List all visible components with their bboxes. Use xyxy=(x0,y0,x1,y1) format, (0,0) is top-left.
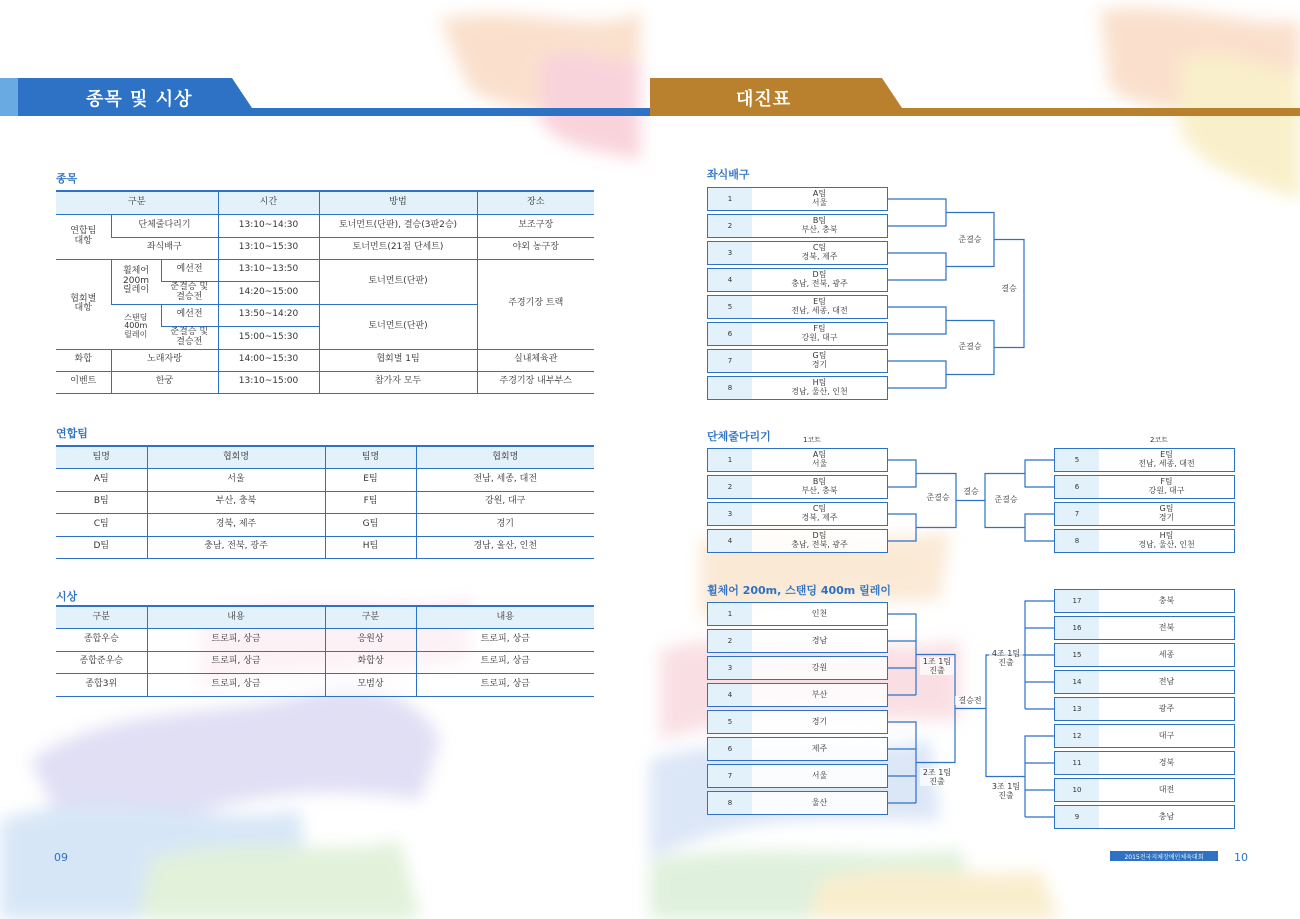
awards-header-row xyxy=(56,606,594,628)
entry-label xyxy=(1099,752,1234,774)
bracket-entry xyxy=(707,502,888,526)
entry-number: 1 xyxy=(708,449,752,471)
entry-number: 4 xyxy=(708,530,752,552)
method-cell: 참가자 모두 xyxy=(319,371,477,393)
bracket-entry xyxy=(707,737,888,761)
entry-team: 서울 xyxy=(811,770,828,780)
entry-number: 7 xyxy=(708,765,752,787)
table-cell: 경북, 제주 xyxy=(147,513,325,536)
table-row xyxy=(56,237,594,259)
connector-line xyxy=(1025,460,1054,487)
entry-region: 경기 xyxy=(1158,513,1175,522)
entry-number: 6 xyxy=(708,323,752,345)
place-cell: 주경기장 내부부스 xyxy=(477,371,594,393)
round-cell: 예선전 xyxy=(161,259,218,281)
bracket-entry xyxy=(707,529,888,553)
col-header: 협회명 xyxy=(416,446,594,468)
table-cell: 트로피, 상금 xyxy=(416,651,594,673)
table-row xyxy=(56,491,594,513)
bracket-entry xyxy=(1054,724,1235,748)
bracket-entry xyxy=(707,683,888,707)
entry-label xyxy=(752,476,887,498)
bracket-entry xyxy=(707,241,888,265)
entry-team: A팀 xyxy=(812,189,827,199)
entry-number: 10 xyxy=(1055,779,1099,801)
entry-team: A팀 xyxy=(812,450,827,460)
bracket-entry xyxy=(707,791,888,815)
table-cell: H팀 xyxy=(325,536,416,558)
bracket-entry xyxy=(707,602,888,626)
entry-label xyxy=(1099,779,1234,801)
col-header: 팀명 xyxy=(56,446,147,468)
bracket-entry xyxy=(707,268,888,292)
table-row xyxy=(56,536,594,558)
col-header: 내용 xyxy=(147,606,325,628)
table-cell: 경남, 울산, 인천 xyxy=(416,536,594,558)
entry-label xyxy=(752,188,887,210)
table-cell: G팀 xyxy=(325,513,416,536)
table-cell: F팀 xyxy=(325,491,416,513)
entry-number: 15 xyxy=(1055,644,1099,666)
entry-region: 경기 xyxy=(811,360,828,369)
bracket-entry xyxy=(1054,529,1235,553)
entry-label xyxy=(752,296,887,318)
table-row xyxy=(56,628,594,651)
group-cell: 화합 xyxy=(56,349,111,371)
tug-title: 단체줄다리기 xyxy=(707,430,771,443)
table-row xyxy=(56,259,594,281)
bracket-entry xyxy=(707,475,888,499)
table-cell: 응원상 xyxy=(325,628,416,651)
entry-number: 4 xyxy=(708,684,752,706)
entry-label xyxy=(752,449,887,471)
entry-region: 충남, 전북, 광주 xyxy=(791,540,848,549)
bracket-lines xyxy=(888,199,1054,817)
entry-label xyxy=(752,350,887,372)
entry-region: 강원, 대구 xyxy=(1148,486,1185,495)
method-cell: 토너먼트(단판) xyxy=(319,304,477,349)
col-header: 구분 xyxy=(56,191,218,214)
entry-team: 광주 xyxy=(1158,703,1175,713)
teams-title: 연합팀 xyxy=(56,427,88,440)
right-banner-title: 대진표 xyxy=(736,89,792,110)
event-cell: 단체줄다리기 xyxy=(111,214,218,237)
round-cell: 준결승 및 결승전 xyxy=(161,281,218,304)
footer-event-label: 2015전국지체장애인체육대회 xyxy=(1110,851,1218,861)
entry-label xyxy=(752,503,887,525)
entry-label xyxy=(752,711,887,733)
bracket-entry xyxy=(1054,448,1235,472)
entry-label xyxy=(1099,725,1234,747)
entry-team: 전남 xyxy=(1158,676,1175,686)
table-cell: D팀 xyxy=(56,536,147,558)
entry-region: 강원, 대구 xyxy=(801,333,838,342)
bracket-entry xyxy=(1054,616,1235,640)
time-cell: 13:10~15:00 xyxy=(218,371,319,393)
round-cell: 예선전 xyxy=(161,304,218,326)
entry-number: 1 xyxy=(708,188,752,210)
left-banner-title: 종목 및 시상 xyxy=(86,89,193,110)
teams-table xyxy=(56,445,594,559)
entry-number: 3 xyxy=(708,242,752,264)
entry-team: 제주 xyxy=(811,743,828,753)
entry-team: D팀 xyxy=(812,531,827,541)
connector-line xyxy=(986,655,1025,777)
bracket-entry xyxy=(1054,502,1235,526)
events-header-row xyxy=(56,191,594,214)
group-cell: 협회별 대항 xyxy=(56,259,111,349)
connector-line xyxy=(888,253,946,280)
entry-team: H팀 xyxy=(1159,531,1174,541)
bracket-entry xyxy=(707,448,888,472)
entry-label xyxy=(1099,617,1234,639)
time-cell: 14:20~15:00 xyxy=(218,281,319,304)
entry-number: 6 xyxy=(1055,476,1099,498)
left-page-number: 09 xyxy=(54,851,68,864)
bracket-entry xyxy=(1054,697,1235,721)
entry-number: 5 xyxy=(1055,449,1099,471)
entry-label xyxy=(752,377,887,399)
method-cell: 토너먼트(단판), 결승(3판2승) xyxy=(319,214,477,237)
bracket-entry xyxy=(707,187,888,211)
entry-team: C팀 xyxy=(812,243,827,253)
entry-number: 8 xyxy=(1055,530,1099,552)
table-cell: 종합준우승 xyxy=(56,651,147,673)
bracket-entry xyxy=(707,322,888,346)
connector-line xyxy=(1025,736,1054,817)
table-row xyxy=(56,468,594,491)
entry-team: 충북 xyxy=(1158,595,1175,605)
entry-number: 8 xyxy=(708,377,752,399)
entry-number: 12 xyxy=(1055,725,1099,747)
bracket-entry xyxy=(707,656,888,680)
table-cell: E팀 xyxy=(325,468,416,491)
entry-number: 4 xyxy=(708,269,752,291)
relay-type-cell: 스탠딩400m 릴레이 xyxy=(111,304,161,349)
entry-team: 전북 xyxy=(1158,622,1175,632)
entry-number: 2 xyxy=(708,215,752,237)
entry-team: G팀 xyxy=(812,351,827,361)
table-row xyxy=(56,651,594,673)
left-banner-accent xyxy=(0,78,18,116)
table-cell: A팀 xyxy=(56,468,147,491)
table-row xyxy=(56,214,594,237)
entry-region: 전남, 세종, 대전 xyxy=(1138,459,1195,468)
relay-final-label: 결승전 xyxy=(955,696,985,705)
entry-team: 대구 xyxy=(1158,730,1175,740)
entry-label xyxy=(752,530,887,552)
teams-header-row xyxy=(56,446,594,468)
relay-group2-label: 2조 1팀 진출 xyxy=(920,768,954,786)
table-cell: 트로피, 상금 xyxy=(147,673,325,696)
entry-number: 5 xyxy=(708,296,752,318)
entry-label xyxy=(752,215,887,237)
bracket-entry xyxy=(1054,589,1235,613)
entry-region: 경북, 제주 xyxy=(801,252,838,261)
entry-label xyxy=(752,269,887,291)
place-cell: 야외 농구장 xyxy=(477,237,594,259)
connector-line xyxy=(888,199,946,226)
table-cell: 경기 xyxy=(416,513,594,536)
table-cell: 종합3위 xyxy=(56,673,147,696)
place-cell: 보조구장 xyxy=(477,214,594,237)
round-cell: 준결승 및 결승전 xyxy=(161,326,218,349)
entry-number: 3 xyxy=(708,657,752,679)
entry-label xyxy=(1099,644,1234,666)
group-cell: 이벤트 xyxy=(56,371,111,393)
col-header: 구분 xyxy=(325,606,416,628)
entry-number: 1 xyxy=(708,603,752,625)
bracket-entry xyxy=(1054,778,1235,802)
entry-label xyxy=(1099,476,1234,498)
table-cell: 트로피, 상금 xyxy=(416,628,594,651)
table-cell: 종합우승 xyxy=(56,628,147,651)
tug-semi-left-label: 준결승 xyxy=(921,493,955,502)
table-row xyxy=(56,513,594,536)
col-header: 협회명 xyxy=(147,446,325,468)
entry-label xyxy=(752,684,887,706)
entry-label xyxy=(752,738,887,760)
col-header: 시간 xyxy=(218,191,319,214)
entry-team: 대전 xyxy=(1158,784,1175,794)
entry-region: 경남, 울산, 인천 xyxy=(791,387,848,396)
entry-label xyxy=(1099,530,1234,552)
connector-line xyxy=(994,240,1024,348)
vb-semi-top-label: 준결승 xyxy=(950,235,990,244)
entry-team: 경기 xyxy=(811,716,828,726)
tug-semi-right-label: 준결승 xyxy=(989,495,1023,504)
entry-team: 부산 xyxy=(811,689,828,699)
relay-title: 휠체어 200m, 스탠딩 400m 릴레이 xyxy=(707,584,891,597)
bracket-entry xyxy=(707,214,888,238)
relay-group4-label: 4조 1팀 진출 xyxy=(989,649,1023,667)
entry-label xyxy=(1099,671,1234,693)
group-cell: 연합팀 대항 xyxy=(56,214,111,259)
entry-region: 충남, 전북, 광주 xyxy=(791,279,848,288)
bracket-entry xyxy=(1054,805,1235,829)
time-cell: 14:00~15:30 xyxy=(218,349,319,371)
entry-number: 9 xyxy=(1055,806,1099,828)
table-row xyxy=(56,673,594,696)
entry-team: F팀 xyxy=(813,324,826,334)
table-cell: 전남, 세종, 대전 xyxy=(416,468,594,491)
vb-semi-bottom-label: 준결승 xyxy=(950,342,990,351)
right-page-number: 10 xyxy=(1234,851,1248,864)
entry-label xyxy=(752,242,887,264)
bracket-entry xyxy=(1054,751,1235,775)
entry-team: 인천 xyxy=(811,608,828,618)
tug-final-label: 결승 xyxy=(960,487,982,496)
entry-team: 충남 xyxy=(1158,811,1175,821)
entry-label xyxy=(752,792,887,814)
awards-table xyxy=(56,605,594,697)
connector-line xyxy=(888,307,946,334)
entry-team: G팀 xyxy=(1159,504,1174,514)
time-cell: 13:50~14:20 xyxy=(218,304,319,326)
entry-team: 울산 xyxy=(811,797,828,807)
table-cell: 트로피, 상금 xyxy=(147,628,325,651)
bracket-entry xyxy=(1054,670,1235,694)
event-cell: 한궁 xyxy=(111,371,218,393)
table-row xyxy=(56,349,594,371)
entry-region: 서울 xyxy=(811,459,828,468)
entry-label xyxy=(752,630,887,652)
time-cell: 13:10~14:30 xyxy=(218,214,319,237)
entry-number: 2 xyxy=(708,476,752,498)
entry-number: 2 xyxy=(708,630,752,652)
entry-label xyxy=(752,603,887,625)
bracket-entry xyxy=(707,710,888,734)
place-cell: 실내체육관 xyxy=(477,349,594,371)
events-title: 종목 xyxy=(56,172,78,185)
bracket-entry xyxy=(1054,475,1235,499)
entry-team: D팀 xyxy=(812,270,827,280)
table-cell: 부산, 충북 xyxy=(147,491,325,513)
col-header: 장소 xyxy=(477,191,594,214)
col-header: 방법 xyxy=(319,191,477,214)
col-header: 팀명 xyxy=(325,446,416,468)
connector-line xyxy=(888,361,946,388)
entry-team: B팀 xyxy=(812,477,827,487)
court2-label: 2코트 xyxy=(1150,436,1168,444)
volleyball-title: 좌식배구 xyxy=(707,168,750,181)
method-cell: 협회별 1팀 xyxy=(319,349,477,371)
table-cell: 트로피, 상금 xyxy=(416,673,594,696)
entry-label xyxy=(1099,590,1234,612)
table-row xyxy=(56,371,594,393)
table-cell: 트로피, 상금 xyxy=(147,651,325,673)
entry-number: 3 xyxy=(708,503,752,525)
time-cell: 15:00~15:30 xyxy=(218,326,319,349)
bracket-entry xyxy=(1054,643,1235,667)
connector-line xyxy=(1025,514,1054,541)
method-cell: 토너먼트(단판) xyxy=(319,259,477,304)
awards-title: 시상 xyxy=(56,590,78,603)
entry-region: 부산, 충북 xyxy=(801,486,838,495)
vb-final-label: 결승 xyxy=(996,284,1022,293)
table-cell: 충남, 전북, 광주 xyxy=(147,536,325,558)
relay-group1-label: 1조 1팀 진출 xyxy=(920,657,954,675)
time-cell: 13:10~15:30 xyxy=(218,237,319,259)
entry-team: E팀 xyxy=(813,297,826,307)
time-cell: 13:10~13:50 xyxy=(218,259,319,281)
entry-number: 11 xyxy=(1055,752,1099,774)
entry-team: 경북 xyxy=(1158,757,1175,767)
entry-region: 부산, 충북 xyxy=(801,225,838,234)
entry-region: 경남, 울산, 인천 xyxy=(1138,540,1195,549)
entry-team: 강원 xyxy=(811,662,828,672)
entry-region: 경북, 제주 xyxy=(801,513,838,522)
entry-number: 16 xyxy=(1055,617,1099,639)
entry-team: 경남 xyxy=(811,635,828,645)
table-cell: B팀 xyxy=(56,491,147,513)
entry-region: 서울 xyxy=(811,198,828,207)
entry-number: 5 xyxy=(708,711,752,733)
court1-label: 1코트 xyxy=(803,436,821,444)
event-cell: 노래자랑 xyxy=(111,349,218,371)
col-header: 내용 xyxy=(416,606,594,628)
entry-team: E팀 xyxy=(1160,450,1173,460)
entry-team: F팀 xyxy=(1160,477,1173,487)
relay-type-cell: 휠체어 200m 릴레이 xyxy=(111,259,161,304)
connector-line xyxy=(888,460,916,487)
entry-number: 14 xyxy=(1055,671,1099,693)
entry-label xyxy=(1099,806,1234,828)
place-cell: 주경기장 트랙 xyxy=(477,259,594,349)
bracket-entry xyxy=(707,295,888,319)
table-cell: 화합상 xyxy=(325,651,416,673)
table-cell: 서울 xyxy=(147,468,325,491)
entry-label xyxy=(1099,503,1234,525)
entry-number: 8 xyxy=(708,792,752,814)
entry-label xyxy=(752,323,887,345)
bracket-entry xyxy=(707,349,888,373)
entry-region: 전남, 세종, 대전 xyxy=(791,306,848,315)
entry-label xyxy=(752,765,887,787)
bracket-entry xyxy=(707,376,888,400)
entry-team: B팀 xyxy=(812,216,827,226)
event-cell: 좌식배구 xyxy=(111,237,218,259)
entry-number: 6 xyxy=(708,738,752,760)
entry-label xyxy=(1099,698,1234,720)
entry-label xyxy=(1099,449,1234,471)
relay-group3-label: 3조 1팀 진출 xyxy=(989,782,1023,800)
entry-team: 세종 xyxy=(1158,649,1175,659)
entry-number: 17 xyxy=(1055,590,1099,612)
bracket-entry xyxy=(707,764,888,788)
col-header: 구분 xyxy=(56,606,147,628)
entry-number: 13 xyxy=(1055,698,1099,720)
table-cell: 강원, 대구 xyxy=(416,491,594,513)
bracket-entry xyxy=(707,629,888,653)
entry-number: 7 xyxy=(708,350,752,372)
entry-label xyxy=(752,657,887,679)
table-cell: 모범상 xyxy=(325,673,416,696)
method-cell: 토너먼트(21점 단세트) xyxy=(319,237,477,259)
entry-team: H팀 xyxy=(812,378,827,388)
entry-team: C팀 xyxy=(812,504,827,514)
table-cell: C팀 xyxy=(56,513,147,536)
events-table xyxy=(56,190,594,394)
entry-number: 7 xyxy=(1055,503,1099,525)
